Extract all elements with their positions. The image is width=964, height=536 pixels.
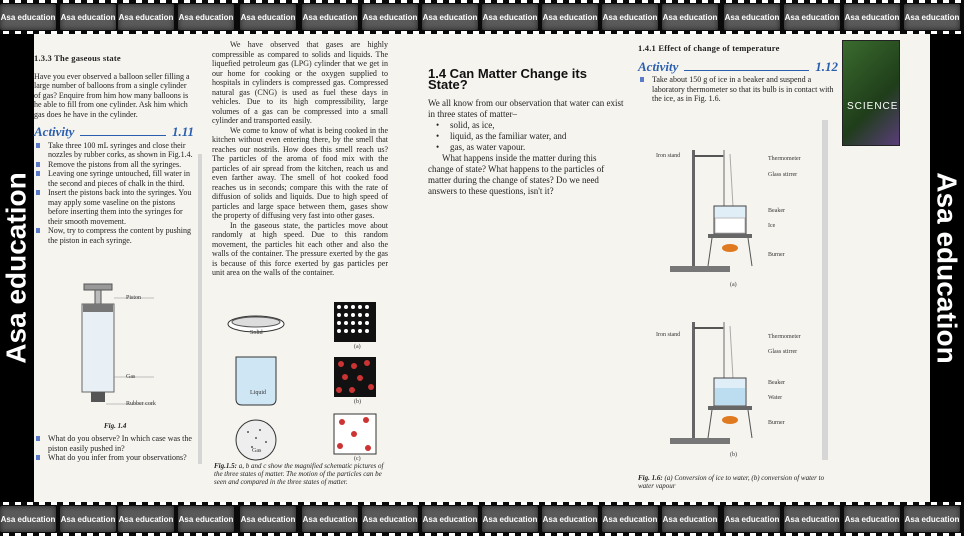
film-hole (545, 502, 551, 505)
section-heading: 1.3.3 The gaseous state (34, 53, 121, 63)
film-hole (15, 0, 21, 3)
film-hole (352, 502, 358, 505)
margin-bar (822, 120, 828, 460)
list-item: • solid, as ice, (428, 120, 624, 131)
film-hole (280, 0, 286, 3)
list-item: Leaving one syringe untouched, fill water in the second and pieces of chalk in the third. (34, 169, 194, 188)
diagram-a-tag: (a) (730, 282, 737, 288)
film-hole (184, 0, 190, 3)
watermark-tile: Asa education (844, 4, 900, 30)
beaker-label: Beaker (768, 208, 785, 214)
film-hole (413, 502, 419, 505)
list-item: • gas, as water vapour. (428, 142, 624, 153)
film-hole (425, 0, 431, 3)
film-hole (497, 502, 503, 505)
caption-text: a, b and c show the magnified schematic pictures of the three states of matter. The motion of the particles can be seen and compared in the three states of matter. (214, 462, 384, 486)
film-hole (834, 0, 840, 3)
film-hole (533, 502, 539, 505)
film-hole (208, 502, 214, 505)
film-hole (75, 502, 81, 505)
thermometer-label: Thermometer (768, 156, 801, 162)
film-hole (473, 0, 479, 3)
watermark-tile: Asa education (362, 506, 418, 532)
left-watermark-text: Asa education (1, 172, 33, 364)
solid-label: Solid (250, 330, 263, 336)
film-hole (437, 0, 443, 3)
watermark-tile: Asa education (178, 4, 234, 30)
film-hole (509, 502, 515, 505)
film-hole (955, 0, 961, 3)
paragraph: We come to know of what is being cooked in the kitchen without even entering there, by the smell that reaches our nostrils. How does this smell reach us? The particles of the aroma of food mix with the particles of air spread from the kitchen, reach us and even farther away. The smell of hot cooked food reaches us in seconds; compare this with the rate of diffusion of solids and liquids. Due to high speed of particles and large space between them, gases show the property of diffusing very fast into other gases. (212, 125, 388, 220)
margin-bar (198, 154, 202, 464)
questions (34, 434, 194, 463)
water-label: Water (768, 395, 783, 401)
right-column (428, 68, 624, 197)
film-hole (690, 0, 696, 3)
film-hole (256, 0, 262, 3)
film-hole (437, 502, 443, 505)
film-hole (702, 0, 708, 3)
list-item: Take three 100 mL syringes and close their nozzles by rubber corks, as shown in Fig.1.4. (34, 141, 194, 160)
film-hole (762, 502, 768, 505)
film-hole (15, 502, 21, 505)
film-hole (943, 0, 949, 3)
film-hole (786, 0, 792, 3)
film-hole (822, 502, 828, 505)
film-hole (172, 0, 178, 3)
film-hole (51, 502, 57, 505)
sub-label-b: (b) (354, 399, 361, 405)
film-hole (196, 502, 202, 505)
film-hole (678, 502, 684, 505)
film-hole (919, 0, 925, 3)
syringe-figure (64, 282, 194, 412)
list-item: Now, try to compress the content by pushing the piston in each syringe. (34, 226, 194, 245)
film-hole (521, 0, 527, 3)
film-hole (425, 502, 431, 505)
film-hole (304, 502, 310, 505)
film-hole (726, 0, 732, 3)
watermark-tile: Asa education (602, 4, 658, 30)
film-hole (256, 502, 262, 505)
film-hole (328, 0, 334, 3)
watermark-tile: Asa education (724, 4, 780, 30)
film-hole (461, 0, 467, 3)
film-hole (919, 502, 925, 505)
fig-1-6-caption (638, 474, 828, 490)
film-hole (485, 502, 491, 505)
caption-text: (a) Conversion of ice to water, (b) conversion of water to water vapour (638, 474, 825, 490)
film-hole (822, 0, 828, 3)
film-hole (99, 0, 105, 3)
diagram-b-tag: (b) (730, 452, 737, 458)
film-hole (27, 0, 33, 3)
sub-label-c: (c) (354, 456, 361, 462)
film-hole (111, 502, 117, 505)
paragraph: We have observed that gases are highly compressible as compared to solids and liquids. The liquefied petroleum gas (LPG) cylinder that we get in our home for cooking or the oxygen supplied to hospitals in cylinders is compressed gas. Compressed natural gas (CNG) is used as fuel these days in vehicles. Due to its high compressibility, large volumes of a gas can be compressed into a small cylinder and transported easily. (212, 40, 388, 125)
film-hole (220, 502, 226, 505)
film-hole (316, 502, 322, 505)
glass-stirrer-label: Glass stirrer (768, 172, 798, 178)
film-hole (280, 502, 286, 505)
list-item: Insert the pistons back into the syringes. You may apply some vaseline on the pistons before inserting them into the syringes for their smooth movement. (34, 188, 194, 226)
watermark-tile: Asa education (482, 506, 538, 532)
film-hole (39, 502, 45, 505)
film-hole (593, 0, 599, 3)
activity-steps (34, 141, 194, 246)
film-hole (160, 0, 166, 3)
film-hole (364, 0, 370, 3)
iron-stand-label: Iron stand (656, 153, 681, 159)
left-watermark (0, 34, 34, 502)
film-hole (581, 502, 587, 505)
film-hole (617, 0, 623, 3)
ice-label: Ice (768, 223, 776, 229)
film-hole (160, 502, 166, 505)
watermark-tile: Asa education (904, 4, 960, 30)
film-hole (401, 502, 407, 505)
watermark-tile: Asa education (662, 506, 718, 532)
watermark-tile: Asa education (60, 506, 116, 532)
film-hole (629, 502, 635, 505)
film-hole (232, 0, 238, 3)
film-hole (509, 0, 515, 3)
film-hole (750, 0, 756, 3)
film-hole (364, 502, 370, 505)
bottom-watermark-strip (0, 502, 964, 536)
film-hole (63, 0, 69, 3)
film-hole (172, 502, 178, 505)
film-hole (244, 0, 250, 3)
watermark-tile: Asa education (0, 506, 56, 532)
film-hole (148, 0, 154, 3)
film-hole (136, 0, 142, 3)
activity-heading (34, 124, 194, 139)
apparatus-a-figure (664, 144, 794, 284)
liquid-label: Liquid (250, 390, 266, 396)
film-hole (870, 502, 876, 505)
film-hole (629, 0, 635, 3)
film-hole (196, 0, 202, 3)
burner-label: Burner (768, 420, 785, 426)
beaker-label: Beaker (768, 380, 785, 386)
watermark-tile: Asa education (362, 4, 418, 30)
book-cover-title: SCIENCE (847, 101, 899, 112)
film-hole (774, 502, 780, 505)
film-hole (111, 0, 117, 3)
states-figure (226, 302, 386, 462)
film-hole (268, 0, 274, 3)
film-hole (642, 0, 648, 3)
activity-rule (80, 135, 166, 136)
activity-number: 1.11 (171, 124, 194, 139)
film-hole (931, 502, 937, 505)
film-hole (738, 502, 744, 505)
film-hole (955, 502, 961, 505)
film-hole (328, 502, 334, 505)
film-hole (858, 502, 864, 505)
watermark-tile: Asa education (784, 506, 840, 532)
film-hole (870, 0, 876, 3)
caption-lead: Fig.1.5: (214, 462, 237, 470)
left-column (34, 54, 194, 245)
watermark-tile: Asa education (118, 506, 174, 532)
film-hole (123, 0, 129, 3)
watermark-tile: Asa education (724, 506, 780, 532)
film-hole (726, 502, 732, 505)
middle-column (212, 40, 388, 278)
film-hole (87, 502, 93, 505)
film-hole (3, 0, 9, 3)
section-title: 1.4 Can Matter Change its State? (428, 66, 587, 92)
film-hole (762, 0, 768, 3)
film-hole (292, 502, 298, 505)
film-hole (750, 502, 756, 505)
watermark-tile: Asa education (844, 506, 900, 532)
fig-caption: Fig. 1.4 (104, 422, 127, 430)
film-hole (907, 502, 913, 505)
right-watermark-text: Asa education (932, 172, 964, 364)
film-hole (593, 502, 599, 505)
film-hole (931, 0, 937, 3)
film-hole (401, 0, 407, 3)
activity-rule (684, 70, 809, 71)
caption-lead: Fig. 1.6: (638, 474, 663, 482)
watermark-tile: Asa education (422, 4, 478, 30)
film-hole (63, 502, 69, 505)
film-hole (569, 502, 575, 505)
watermark-tile: Asa education (60, 4, 116, 30)
film-hole (497, 0, 503, 3)
film-hole (220, 0, 226, 3)
film-hole (340, 0, 346, 3)
film-hole (882, 502, 888, 505)
list-item: Remove the pistons from all the syringes. (34, 160, 194, 170)
film-hole (786, 502, 792, 505)
film-hole (738, 0, 744, 3)
film-hole (666, 0, 672, 3)
film-hole (268, 502, 274, 505)
film-hole (714, 502, 720, 505)
film-hole (798, 0, 804, 3)
list-item: Take about 150 g of ice in a beaker and suspend a laboratory thermometer so that its bulb is in contact with the ice, as in Fig. 1.6. (638, 75, 838, 104)
watermark-tile: Asa education (542, 506, 598, 532)
thermometer-label: Thermometer (768, 334, 801, 340)
film-hole (798, 502, 804, 505)
film-hole (39, 0, 45, 3)
film-hole (557, 0, 563, 3)
textbook-page (34, 34, 930, 502)
film-hole (51, 0, 57, 3)
film-hole (485, 0, 491, 3)
film-hole (244, 502, 250, 505)
film-hole (352, 0, 358, 3)
film-hole (27, 502, 33, 505)
film-hole (449, 502, 455, 505)
sub-label-a: (a) (354, 344, 361, 350)
cork-label: Rubber cork (126, 401, 156, 407)
film-hole (654, 0, 660, 3)
film-hole (533, 0, 539, 3)
film-hole (340, 502, 346, 505)
activity-number: 1.12 (815, 58, 838, 74)
watermark-tile: Asa education (602, 506, 658, 532)
glass-stirrer-label: Glass stirrer (768, 349, 798, 355)
film-hole (810, 0, 816, 3)
film-hole (461, 502, 467, 505)
film-hole (148, 502, 154, 505)
film-hole (449, 0, 455, 3)
film-hole (208, 0, 214, 3)
film-hole (389, 502, 395, 505)
watermark-tile: Asa education (178, 506, 234, 532)
film-hole (894, 0, 900, 3)
film-hole (654, 502, 660, 505)
fig-1-5-caption (214, 462, 390, 486)
gas-label: Gas (126, 374, 136, 380)
watermark-tile: Asa education (422, 506, 478, 532)
watermark-tile: Asa education (904, 506, 960, 532)
activity-label: Activity (638, 58, 679, 74)
burner-label: Burner (768, 252, 785, 258)
film-hole (690, 502, 696, 505)
film-hole (316, 0, 322, 3)
film-hole (545, 0, 551, 3)
film-hole (605, 0, 611, 3)
film-hole (617, 502, 623, 505)
film-hole (846, 0, 852, 3)
watermark-tile: Asa education (118, 4, 174, 30)
watermark-tile: Asa education (240, 4, 296, 30)
film-hole (75, 0, 81, 3)
activity-heading (638, 58, 838, 74)
piston-label: Piston (126, 295, 142, 301)
film-hole (99, 502, 105, 505)
film-hole (858, 0, 864, 3)
intro-paragraph: Have you ever observed a balloon seller filling a large number of balloons from a single cylinder of gas? Enquire from him how many balloons is he able to fill from one cylinder. Ask him which gas does he have in the cylinder. (34, 71, 190, 119)
watermark-tile: Asa education (542, 4, 598, 30)
film-hole (304, 0, 310, 3)
film-hole (642, 502, 648, 505)
film-hole (413, 0, 419, 3)
film-hole (569, 0, 575, 3)
film-hole (557, 502, 563, 505)
watermark-tile: Asa education (784, 4, 840, 30)
watermark-tile: Asa education (240, 506, 296, 532)
film-hole (292, 0, 298, 3)
film-hole (232, 502, 238, 505)
gas-state-label: Gas (252, 448, 262, 454)
right-watermark (930, 34, 964, 502)
film-hole (389, 0, 395, 3)
watermark-tile: Asa education (0, 4, 56, 30)
watermark-tile: Asa education (662, 4, 718, 30)
intro-paragraph: We all know from our observation that water can exist in three states of matter– (428, 98, 624, 119)
section-heading: 1.4.1 Effect of change of temperature (638, 43, 780, 53)
book-cover (842, 40, 900, 146)
watermark-tile: Asa education (482, 4, 538, 30)
film-hole (666, 502, 672, 505)
paragraph: In the gaseous state, the particles move about randomly at high speed. Due to this random movement, the particles hit each other and also the walls of the container. The pressure exerted by the gas is because of this force exerted by gas particles per unit area on the walls of the container. (212, 220, 388, 277)
list-item: • liquid, as the familiar water, and (428, 131, 624, 142)
far-right-column (638, 44, 838, 104)
film-hole (702, 502, 708, 505)
film-hole (473, 502, 479, 505)
list-item: What do you observe? In which case was the piston easily pushed in? (34, 434, 194, 453)
film-hole (882, 0, 888, 3)
paragraph: What happens inside the matter during this change of state? What happens to the particles of matter during the change of states? Do we need answers to these questions, isn't it? (428, 153, 605, 196)
activity-label: Activity (34, 124, 75, 139)
film-hole (521, 502, 527, 505)
film-hole (184, 502, 190, 505)
film-hole (123, 502, 129, 505)
film-hole (846, 502, 852, 505)
film-hole (3, 502, 9, 505)
film-hole (943, 502, 949, 505)
film-hole (376, 502, 382, 505)
film-hole (834, 502, 840, 505)
watermark-tile: Asa education (302, 506, 358, 532)
iron-stand-label: Iron stand (656, 332, 681, 338)
film-hole (907, 0, 913, 3)
film-hole (87, 0, 93, 3)
film-hole (136, 502, 142, 505)
states-list (428, 120, 624, 153)
film-hole (774, 0, 780, 3)
top-watermark-strip (0, 0, 964, 34)
film-hole (605, 502, 611, 505)
watermark-tile: Asa education (302, 4, 358, 30)
film-hole (678, 0, 684, 3)
film-hole (894, 502, 900, 505)
film-hole (714, 0, 720, 3)
film-hole (810, 502, 816, 505)
film-hole (376, 0, 382, 3)
film-hole (581, 0, 587, 3)
list-item: What do you infer from your observations? (34, 453, 194, 463)
